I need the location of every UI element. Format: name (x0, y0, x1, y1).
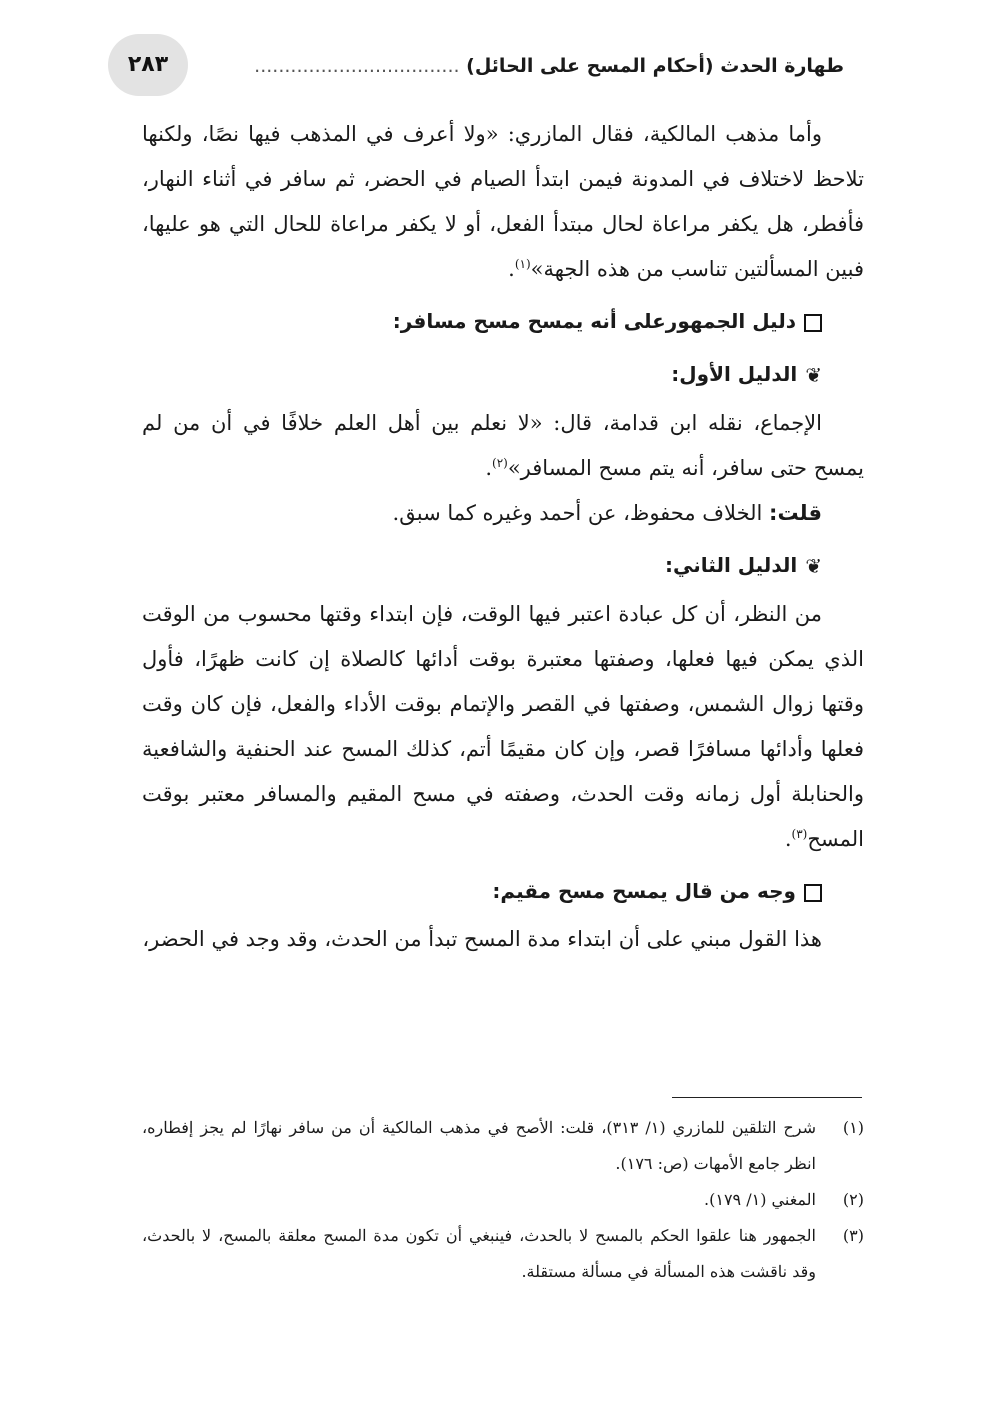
section-heading-muqim-text: وجه من قال يمسح مسح مقيم: (492, 879, 796, 903)
main-text (142, 112, 864, 962)
section-heading-jumhur (142, 298, 864, 345)
paragraph-qultu-text: الخلاف محفوظ، عن أحمد وغيره كما سبق. (392, 501, 770, 525)
footnote-ref-1: (١) (514, 257, 531, 271)
section-heading-muqim (142, 868, 864, 915)
leaf-ornament-icon: ❦ (805, 363, 822, 387)
checkbox-square-icon (804, 314, 822, 332)
paragraph-maliki (142, 112, 864, 292)
checkbox-square-icon (804, 884, 822, 902)
footnote-text: المغني (١/ ١٧٩). (704, 1190, 816, 1209)
paragraph-qultu-lead: قلت: (769, 501, 822, 525)
paragraph-qawl-text: هذا القول مبني على أن ابتداء مدة المسح تبدأ من الحدث، وقد وجد في الحضر، (142, 927, 822, 951)
paragraph-ijma-text: الإجماع، نقله ابن قدامة، قال: «لا نعلم بين أهل العلم خلافًا في أن من لم يمسح حتى سافر، أنه يتم مسح المسافر» (142, 411, 864, 480)
footnote-number: (٢) (842, 1190, 864, 1209)
paragraph-maliki-text: وأما مذهب المالكية، فقال المازري: «ولا أعرف في المذهب فيها نصًا، ولكنها تلاحظ لاختلاف في المدونة فيمن ابتدأ الصيام في الحضر، ثم سافر في أثناء النهار، فأفطر، هل يكفر مراعاة لحال مبتدأ الفعل، أو لا يكفر مراعاة للحال التي هو عليها، فبين المسألتين تناسب من هذه الجهة» (142, 122, 864, 281)
running-title: طهارة الحدث (أحكام المسح على الحائل) (466, 55, 844, 77)
subheading-second-evidence (142, 542, 864, 590)
page-number: ٢٨٣ (108, 34, 188, 96)
footnote-number: (١) (842, 1118, 864, 1137)
leader-dots: .................................. (254, 55, 460, 77)
footnote-item (142, 1218, 864, 1290)
leaf-ornament-icon: ❦ (805, 554, 822, 578)
footnote-ref-2: (٢) (492, 456, 508, 470)
subheading-first-evidence (142, 351, 864, 399)
paragraph-ijma-end: . (485, 456, 492, 480)
running-title-line (110, 48, 844, 84)
page-header (110, 40, 844, 100)
paragraph-nazar-end: . (784, 827, 792, 851)
footnote-item (142, 1182, 864, 1218)
subheading-second-evidence-text: الدليل الثاني: (665, 553, 798, 577)
footnote-item (142, 1110, 864, 1182)
paragraph-qawl (142, 917, 864, 962)
section-heading-jumhur-text: دليل الجمهورعلى أنه يمسح مسح مسافر: (392, 309, 796, 333)
footnote-ref-3: (٣) (791, 827, 808, 841)
paragraph-nazar (142, 592, 864, 862)
paragraph-qultu (142, 491, 864, 536)
subheading-first-evidence-text: الدليل الأول: (671, 362, 798, 386)
paragraph-maliki-end: . (508, 257, 515, 281)
footnote-divider (672, 1097, 862, 1098)
footnote-text: الجمهور هنا علقوا الحكم بالمسح لا بالحدث، فينبغي أن تكون مدة المسح معلقة بالمسح، لا بالحدث، وقد ناقشت هذه المسألة في مسألة مستقلة. (142, 1226, 816, 1281)
footnotes (142, 1110, 864, 1290)
paragraph-nazar-text: من النظر، أن كل عبادة اعتبر فيها الوقت، فإن ابتداء وقتها محسوب من الوقت الذي يمكن فيها فعلها، وصفتها معتبرة بوقت أدائها كالصلاة إن كانت ظهرًا، فأول وقتها زوال الشمس، وصفتها في القصر والإتمام بوقت الأداء والفعل، فإن كان وقت فعلها وأدائها مسافرًا قصر، وإن كان مقيمًا أتم، كذلك المسح عند الحنفية والشافعية والحنابلة أول زمانه وقت الحدث، وصفته في مسح المقيم والمسافر معتبر بوقت المسح (142, 602, 864, 851)
footnote-text: شرح التلقين للمازري (١/ ٣١٣)، قلت: الأصح في مذهب المالكية أن من سافر نهارًا لم يجز إفطاره، انظر جامع الأمهات (ص: ١٧٦). (142, 1118, 816, 1173)
footnote-number: (٣) (842, 1226, 864, 1245)
paragraph-ijma (142, 401, 864, 491)
